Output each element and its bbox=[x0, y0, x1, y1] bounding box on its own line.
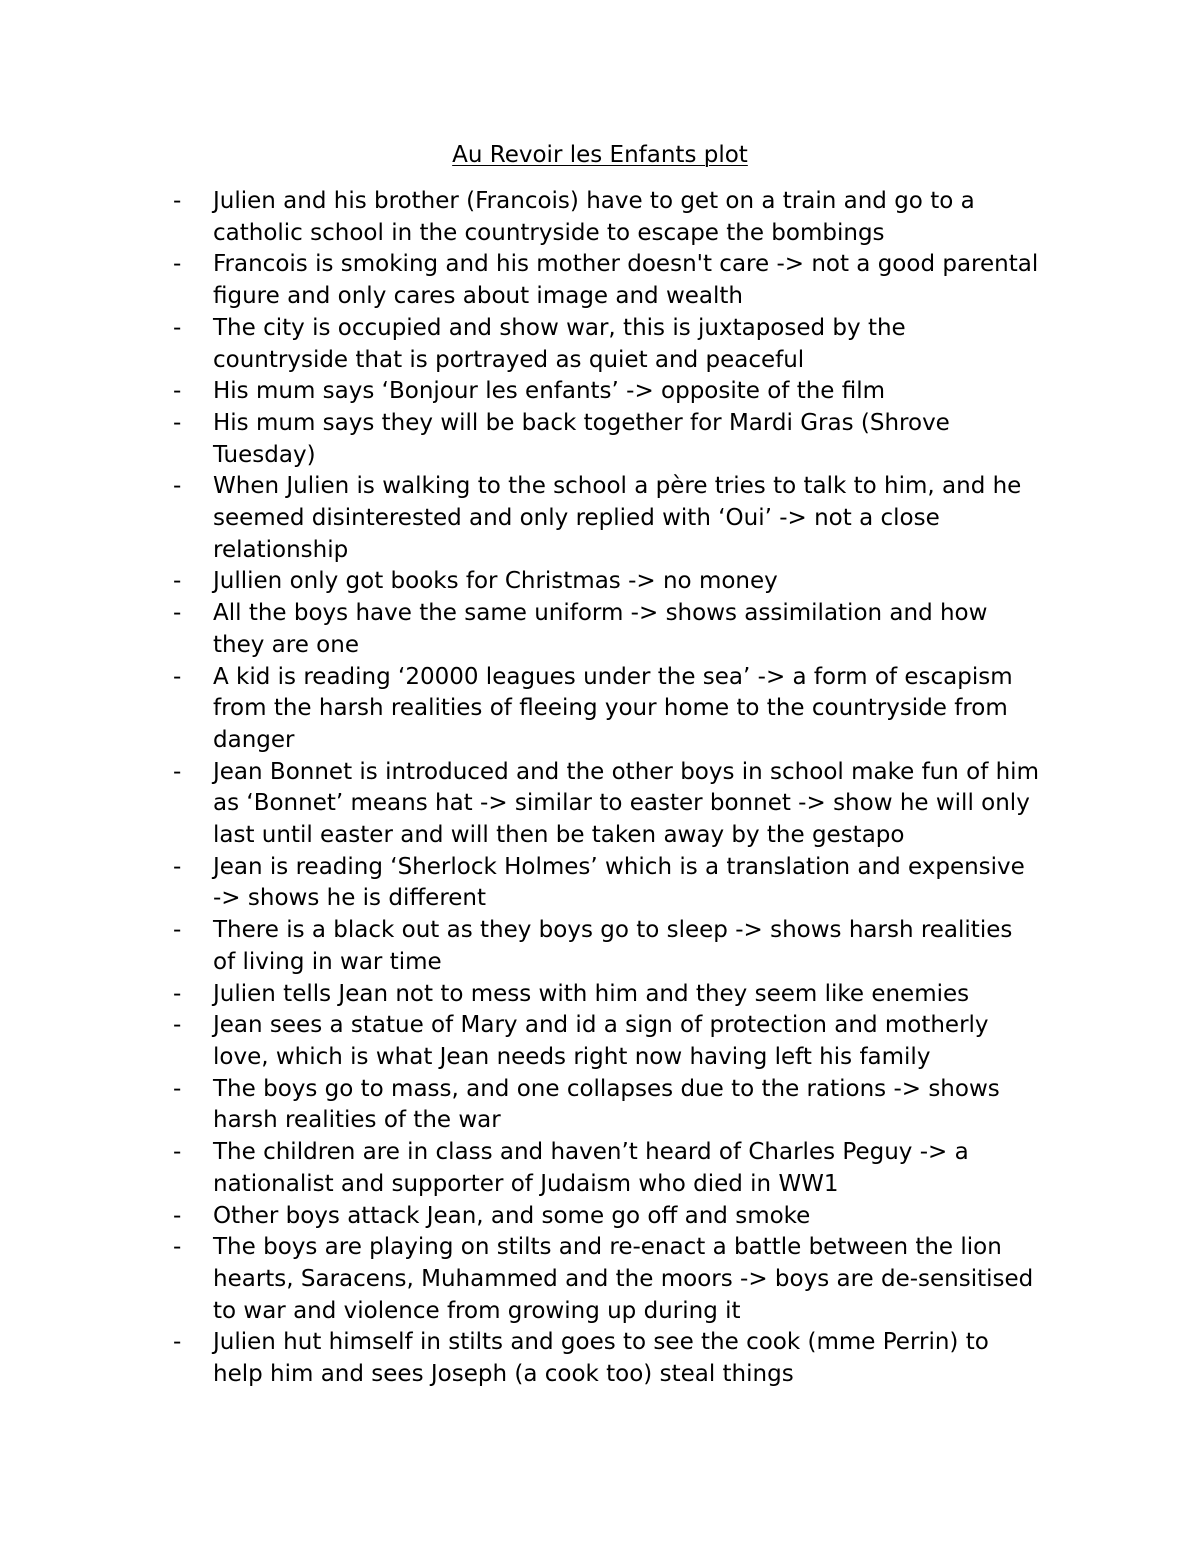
plot-item-line: of living in war time bbox=[213, 948, 442, 975]
plot-item-line: All the boys have the same uniform -> shows assimilation and how bbox=[213, 600, 988, 627]
plot-list-item bbox=[173, 757, 1073, 852]
plot-item-line: last until easter and will then be taken away by the gestapo bbox=[213, 822, 905, 849]
plot-item-line: Jean sees a statue of Mary and id a sign of protection and motherly bbox=[213, 1012, 989, 1039]
plot-item-line: to war and violence from growing up during it bbox=[213, 1297, 741, 1324]
bullet-dash: - bbox=[173, 1234, 182, 1261]
plot-item-line: figure and only cares about image and wealth bbox=[213, 283, 743, 310]
bullet-dash: - bbox=[173, 251, 182, 278]
plot-item-line: relationship bbox=[213, 536, 349, 563]
bullet-dash: - bbox=[173, 1202, 182, 1229]
bullet-dash: - bbox=[173, 1329, 182, 1356]
plot-item-line: Francois is smoking and his mother doesn't care -> not a good parental bbox=[213, 251, 1039, 278]
plot-item-line: The children are in class and haven’t heard of Charles Peguy -> a bbox=[213, 1139, 969, 1166]
plot-list-item bbox=[173, 408, 1073, 471]
plot-list-item bbox=[173, 1327, 1073, 1390]
plot-list-item bbox=[173, 566, 1073, 598]
bullet-dash: - bbox=[173, 1139, 182, 1166]
plot-list-item bbox=[173, 1232, 1073, 1327]
bullet-dash: - bbox=[173, 758, 182, 785]
bullet-dash: - bbox=[173, 473, 182, 500]
plot-item-line: love, which is what Jean needs right now having left his family bbox=[213, 1043, 931, 1070]
plot-item-line: -> shows he is different bbox=[213, 885, 487, 912]
plot-list-item bbox=[173, 598, 1073, 661]
plot-item-line: help him and sees Joseph (a cook too) steal things bbox=[213, 1361, 794, 1388]
plot-list-item bbox=[173, 249, 1073, 312]
plot-item-line: Julien tells Jean not to mess with him and they seem like enemies bbox=[213, 980, 970, 1007]
bullet-dash: - bbox=[173, 853, 182, 880]
plot-item-line: His mum says ‘Bonjour les enfants’ -> opposite of the film bbox=[213, 378, 886, 405]
plot-list-item bbox=[173, 376, 1073, 408]
plot-item-line: A kid is reading ‘20000 leagues under the sea’ -> a form of escapism bbox=[213, 663, 1013, 690]
plot-item-line: Other boys attack Jean, and some go off and smoke bbox=[213, 1202, 811, 1229]
plot-item-line: The boys are playing on stilts and re-enact a battle between the lion bbox=[213, 1234, 1002, 1261]
plot-list-item bbox=[173, 1010, 1073, 1073]
bullet-dash: - bbox=[173, 188, 182, 214]
plot-list-item bbox=[173, 471, 1073, 566]
plot-item-line: as ‘Bonnet’ means hat -> similar to easter bonnet -> show he will only bbox=[213, 790, 1030, 817]
plot-item-line: His mum says they will be back together for Mardi Gras (Shrove bbox=[213, 409, 950, 436]
plot-list-item bbox=[173, 186, 1073, 249]
bullet-dash: - bbox=[173, 917, 182, 944]
plot-bullet-list bbox=[173, 186, 1073, 1391]
plot-item-line: from the harsh realities of fleeing your home to the countryside from bbox=[213, 695, 1008, 722]
plot-item-line: Jullien only got books for Christmas -> no money bbox=[213, 568, 778, 595]
bullet-dash: - bbox=[173, 568, 182, 595]
bullet-dash: - bbox=[173, 600, 182, 627]
plot-list-item bbox=[173, 1137, 1073, 1200]
plot-item-line: When Julien is walking to the school a père tries to talk to him, and he bbox=[213, 473, 1022, 500]
plot-list-item bbox=[173, 313, 1073, 376]
plot-item-line: Tuesday) bbox=[213, 441, 316, 468]
plot-item-line: hearts, Saracens, Muhammed and the moors -> boys are de-sensitised bbox=[213, 1265, 1034, 1292]
plot-list-item bbox=[173, 915, 1073, 978]
plot-list-item bbox=[173, 979, 1073, 1011]
bullet-dash: - bbox=[173, 1075, 182, 1102]
plot-item-line: The city is occupied and show war, this is juxtaposed by the bbox=[213, 314, 906, 341]
plot-item-line: catholic school in the countryside to escape the bombings bbox=[213, 219, 885, 246]
plot-list-item bbox=[173, 852, 1073, 915]
plot-item-line: harsh realities of the war bbox=[213, 1107, 501, 1134]
plot-list-item bbox=[173, 1201, 1073, 1233]
plot-item-line: Julien hut himself in stilts and goes to see the cook (mme Perrin) to bbox=[213, 1329, 989, 1356]
plot-item-line: nationalist and supporter of Judaism who died in WW1 bbox=[213, 1170, 839, 1197]
bullet-dash: - bbox=[173, 1012, 182, 1039]
plot-item-line: they are one bbox=[213, 631, 359, 658]
plot-item-line: Jean is reading ‘Sherlock Holmes’ which is a translation and expensive bbox=[213, 853, 1025, 880]
plot-item-line: countryside that is portrayed as quiet and peaceful bbox=[213, 346, 805, 373]
bullet-dash: - bbox=[173, 663, 182, 690]
plot-item-line: The boys go to mass, and one collapses due to the rations -> shows bbox=[213, 1075, 1000, 1102]
bullet-dash: - bbox=[173, 980, 182, 1007]
plot-list-item bbox=[173, 1074, 1073, 1137]
bullet-dash: - bbox=[173, 314, 182, 341]
plot-item-line: seemed disinterested and only replied with ‘Oui’ -> not a close bbox=[213, 505, 940, 532]
plot-item-line: There is a black out as they boys go to sleep -> shows harsh realities bbox=[213, 917, 1013, 944]
bullet-dash: - bbox=[173, 409, 182, 436]
plot-item-line: Jean Bonnet is introduced and the other boys in school make fun of him bbox=[213, 758, 1039, 785]
bullet-dash: - bbox=[173, 378, 182, 405]
plot-item-line: Julien and his brother (Francois) have to get on a train and go to a bbox=[213, 188, 975, 214]
plot-list-item bbox=[173, 662, 1073, 757]
plot-item-line: danger bbox=[213, 726, 295, 753]
document-title: Au Revoir les Enfants plot bbox=[452, 142, 748, 168]
